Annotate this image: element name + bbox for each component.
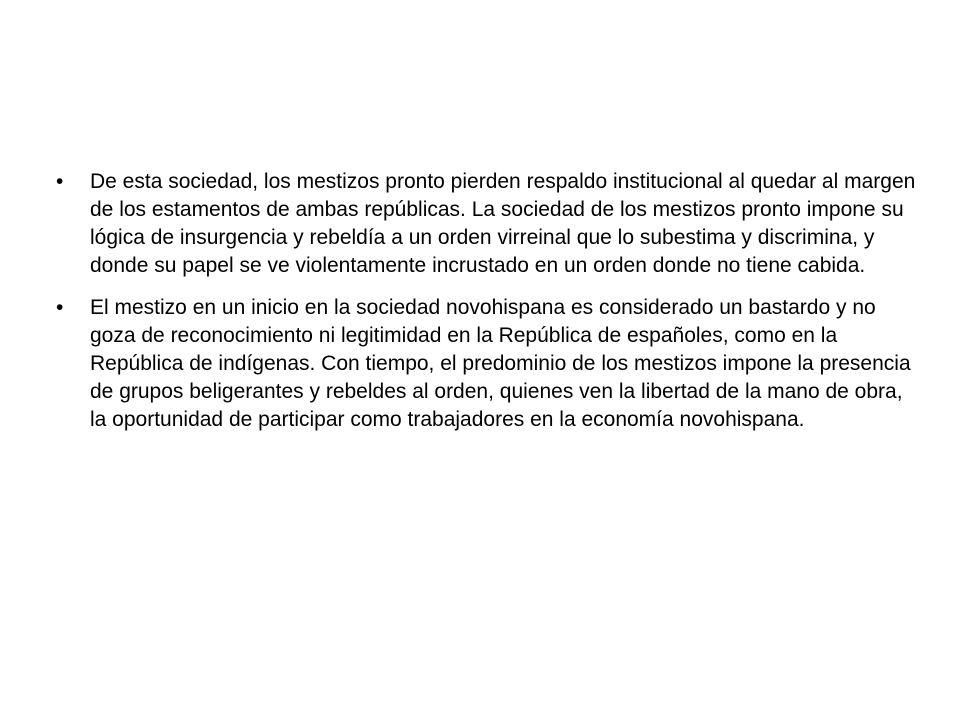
bullet-text: El mestizo en un inicio en la sociedad novohispana es considerado un bastardo y no goza de reconocimiento ni legitimidad en la República de españoles, como en la República de indígenas. Con tiempo, el predominio de los mestizos impone la presencia de grupos beligerantes y rebeldes al orden, quienes ven la libertad de la mano de obra, la oportunidad de participar como trabajadores en la economía novohispana. bbox=[90, 296, 911, 431]
bullet-marker: • bbox=[56, 296, 64, 319]
bullet-item-2 bbox=[56, 294, 916, 434]
bullet-item-1 bbox=[56, 168, 916, 280]
bullet-list bbox=[56, 168, 916, 448]
bullet-marker: • bbox=[56, 170, 64, 193]
bullet-text: De esta sociedad, los mestizos pronto pierden respaldo institucional al quedar al margen de los estamentos de ambas repúblicas. La sociedad de los mestizos pronto impone su lógica de insurgencia y rebeldía a un orden virreinal que lo subestima y discrimina, y donde su papel se ve violentamente incrustado en un orden donde no tiene cabida. bbox=[90, 170, 916, 277]
